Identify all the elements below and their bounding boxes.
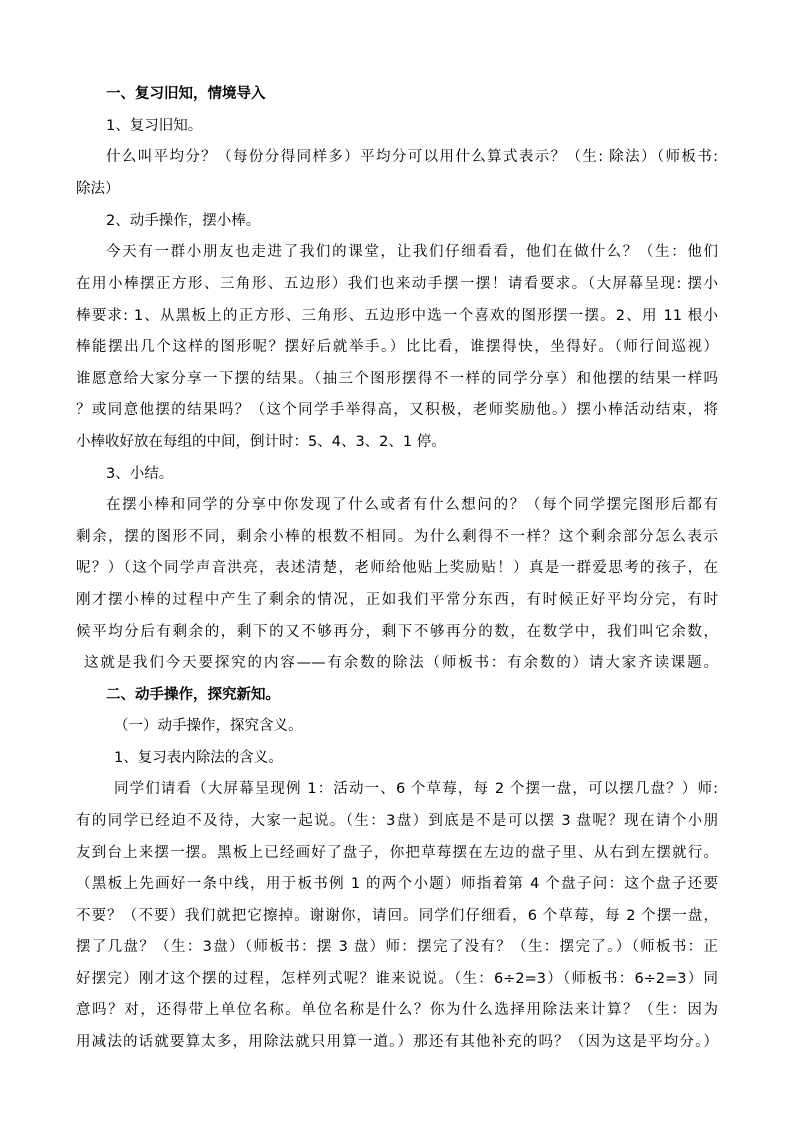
paragraph-line: 刚才摆小棒的过程中产生了剩余的情况，正如我们平常分东西，有时候正好平均分完，有时 <box>76 592 718 608</box>
paragraph-line: 不要？（不要）我们就把它擦掉。谢谢你，请回。同学们仔细看，6 个草莓，每 2 个摆一盘， <box>76 908 718 924</box>
paragraph-line: 小棒收好放在每组的中间，倒计时：5、4、3、2、1 停。 <box>76 434 446 450</box>
paragraph-line: 候平均分后有剩余的，剩下的又不够再分，剩下不够再分的数，在数学中，我们叫它余数， <box>76 624 718 640</box>
paragraph-line: 有的同学已经迫不及待，大家一起说。（生：3盘）到底是不是可以摆 3 盘呢？现在请个小朋 <box>76 813 718 829</box>
paragraph-line: 这就是我们今天要探究的内容——有余数的除法（师板书：有余数的）请大家齐读课题。 <box>84 655 718 671</box>
paragraph-line: 棒能摆出几个这样的图形呢？摆好后就举手。）比比看，谁摆得快，坐得好。（师行间巡视） <box>76 339 718 355</box>
paragraph-line: 谁愿意给大家分享一下摆的结果。（抽三个图形摆得不一样的同学分享）和他摆的结果一样吗 <box>76 371 718 387</box>
paragraph-line: 友到台上来摆一摆。黑板上已经画好了盘子，你把草莓摆在左边的盘子里、从右到左摆就行。 <box>76 845 718 861</box>
paragraph-line: 同学们请看（大屏幕呈现例 1：活动一、6 个草莓，每 2 个摆一盘，可以摆几盘？）师: <box>114 781 718 797</box>
paragraph-line: 在摆小棒和同学的分享中你发现了什么或者有什么想问的？（每个同学摆完图形后都有 <box>106 497 718 513</box>
paragraph-line: 好摆完）刚才这个摆的过程，怎样列式呢？谁来说说。（生：6÷2=3）（师板书：6÷2=3）同 <box>76 971 718 987</box>
paragraph-line: （黑板上先画好一条中线，用于板书例 1 的两个小题）师指着第 4 个盘子问：这个盘子还要 <box>76 876 718 892</box>
paragraph-line: 什么叫平均分？（每份分得同样多）平均分可以用什么算式表示？（生: 除法）（师板书: <box>106 149 718 165</box>
paragraph-line: 在用小棒摆正方形、三角形、五边形）我们也来动手摆一摆！请看要求。（大屏幕呈现: 摆小 <box>76 276 718 292</box>
subheading-explore-meaning: （一）动手操作，探究含义。 <box>114 718 303 734</box>
subheading-hands-on: 2、动手操作，摆小棒。 <box>106 213 261 229</box>
subheading-division-meaning: 1、复习表内除法的含义。 <box>114 750 283 766</box>
section-heading-explore: 二、动手操作，探究新知。 <box>106 687 280 703</box>
paragraph-line: 除法） <box>76 181 120 197</box>
paragraph-line: 剩余，摆的图形不同，剩余小棒的根数不相同。为什么剩得不一样？这个剩余部分怎么表示 <box>76 529 718 545</box>
section-heading-review: 一、复习旧知，情境导入 <box>106 86 266 102</box>
subheading-summary: 3、小结。 <box>106 466 174 482</box>
paragraph-line: 棒要求: 1、从黑板上的正方形、三角形、五边形中选一个喜欢的图形摆一摆。2、用 11 根小 <box>76 308 718 324</box>
paragraph-line: 摆了几盘？（生：3盘）（师板书：摆 3 盘）师：摆完了没有？（生：摆完了。）（师板书：正 <box>76 939 718 955</box>
paragraph-line: 今天有一群小朋友也走进了我们的课堂，让我们仔细看看，他们在做什么？（生：他们 <box>106 244 718 260</box>
subheading-review-knowledge: 1、复习旧知。 <box>106 118 203 134</box>
paragraph-line: 呢？）（这个同学声音洪亮，表述清楚，老师给他贴上奖励贴！）真是一群爱思考的孩子，在 <box>76 560 718 576</box>
paragraph-line: ？或同意他摆的结果吗？（这个同学手举得高，又积极，老师奖励他。）摆小棒活动结束，将 <box>76 402 718 418</box>
paragraph-line: 意吗？对，还得带上单位名称。单位名称是什么？你为什么选择用除法来计算？（生：因为 <box>76 1002 718 1018</box>
paragraph-line: 用减法的话就要算太多，用除法就只用算一道。）那还有其他补充的吗？（因为这是平均分。） <box>76 1034 718 1050</box>
